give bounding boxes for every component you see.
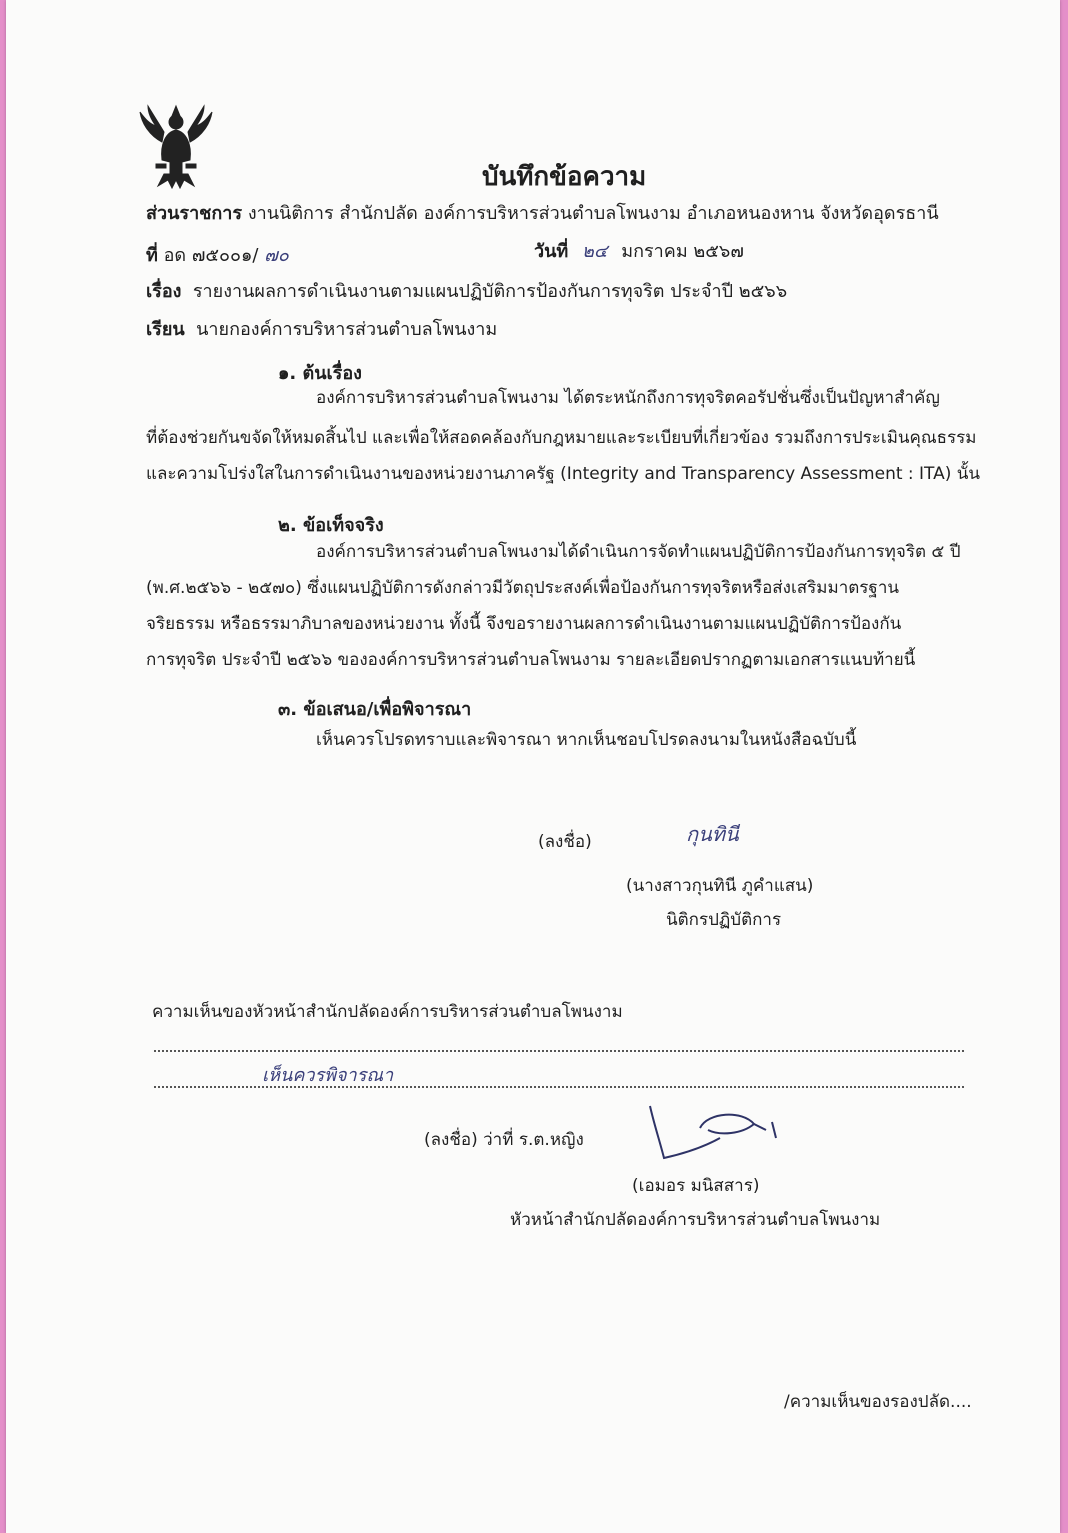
- section-2-line-2: (พ.ศ.๒๕๖๖ - ๒๕๗๐) ซึ่งแผนปฏิบัติการดังกล่าวมีวัตถุประสงค์เพื่อป้องกันการทุจริตหรือส่งเสริมมาตรฐาน: [146, 578, 899, 598]
- signature-1-position: นิติกรปฏิบัติการ: [666, 910, 782, 930]
- section-3-line-1: เห็นควรโปรดทราบและพิจารณา หากเห็นชอบโปรดลงนามในหนังสือฉบับนี้: [316, 730, 857, 750]
- subject-label: เรื่อง: [146, 281, 182, 302]
- section-1-line-1: องค์การบริหารส่วนตำบลโพนงาม ได้ตระหนักถึงการทุจริตคอรัปชั่นซึ่งเป็นปัญหาสำคัญ: [316, 388, 940, 408]
- section-1-line-2: ที่ต้องช่วยกันขจัดให้หมดสิ้นไป และเพื่อให้สอดคล้องกับกฎหมายและระเบียบที่เกี่ยวข้อง รวมถึงการประเมินคุณธรรม: [146, 428, 977, 448]
- to-row: [146, 314, 497, 343]
- signature-2-mark: [642, 1102, 792, 1162]
- reference-row: [146, 240, 289, 269]
- section-1-line-3: และความโปร่งใสในการดำเนินงานของหน่วยงานภาครัฐ (Integrity and Transparency Assessment : ITA) นั้น: [146, 464, 981, 484]
- section-3-heading: ๓. ข้อเสนอ/เพื่อพิจารณา: [278, 699, 472, 720]
- garuda-emblem: [136, 102, 216, 190]
- signature-1-label: (ลงชื่อ): [538, 832, 592, 852]
- section-2-line-4: การทุจริต ประจำปี ๒๕๖๖ ขององค์การบริหารส่วนตำบลโพนงาม รายละเอียดปรากฏตามเอกสารแนบท้ายนี้: [146, 650, 916, 670]
- reference-label: ที่: [146, 245, 158, 266]
- reference-handwritten: ๗๐: [264, 245, 289, 266]
- date-row: [534, 236, 744, 265]
- opinion-handwritten: เห็นควรพิจารณา: [262, 1065, 394, 1086]
- memo-page: [6, 0, 1060, 1533]
- opinion-dotted-line-1: [154, 1050, 964, 1052]
- signature-2-position: หัวหน้าสำนักปลัดองค์การบริหารส่วนตำบลโพนงาม: [510, 1210, 881, 1230]
- section-1-heading: ๑. ต้นเรื่อง: [278, 363, 362, 384]
- department-value: งานนิติการ สำนักปลัด องค์การบริหารส่วนตำบลโพนงาม อำเภอหนองหาน จังหวัดอุดรธานี: [247, 203, 939, 224]
- subject-row: [146, 276, 787, 305]
- section-2-line-3: จริยธรรม หรือธรรมาภิบาลของหน่วยงาน ทั้งนี้ จึงขอรายงานผลการดำเนินงานตามแผนปฏิบัติการป้องกัน: [146, 614, 902, 634]
- reference-value: อด ๗๕๐๐๑/: [163, 245, 259, 266]
- date-value: มกราคม ๒๕๖๗: [621, 241, 744, 262]
- section-2-heading: ๒. ข้อเท็จจริง: [278, 515, 384, 536]
- department-row: [146, 198, 939, 227]
- signature-1-handwritten: กุนทินี: [686, 822, 739, 846]
- opinion-dotted-line-2: [154, 1086, 964, 1088]
- date-label: วันที่: [534, 241, 569, 262]
- signature-2-name: (เอมอร มนิสสาร): [632, 1176, 760, 1196]
- signature-2-label: (ลงชื่อ) ว่าที่ ร.ต.หญิง: [424, 1130, 584, 1150]
- date-day-handwritten: ๒๔: [582, 241, 608, 262]
- to-label: เรียน: [146, 319, 185, 340]
- opinion-label: ความเห็นของหัวหน้าสำนักปลัดองค์การบริหารส่วนตำบลโพนงาม: [152, 1002, 623, 1022]
- section-2-line-1: องค์การบริหารส่วนตำบลโพนงามได้ดำเนินการจัดทำแผนปฏิบัติการป้องกันการทุจริต ๕ ปี: [316, 542, 961, 562]
- to-value: นายกองค์การบริหารส่วนตำบลโพนงาม: [196, 319, 498, 340]
- memo-title: บันทึกข้อความ: [482, 162, 647, 192]
- continuation-note: /ความเห็นของรองปลัด....: [784, 1392, 972, 1412]
- subject-value: รายงานผลการดำเนินงานตามแผนปฏิบัติการป้องกันการทุจริต ประจำปี ๒๕๖๖: [192, 281, 788, 302]
- signature-1-name: (นางสาวกุนทินี ภูคำแสน): [626, 876, 814, 896]
- department-label: ส่วนราชการ: [146, 203, 243, 224]
